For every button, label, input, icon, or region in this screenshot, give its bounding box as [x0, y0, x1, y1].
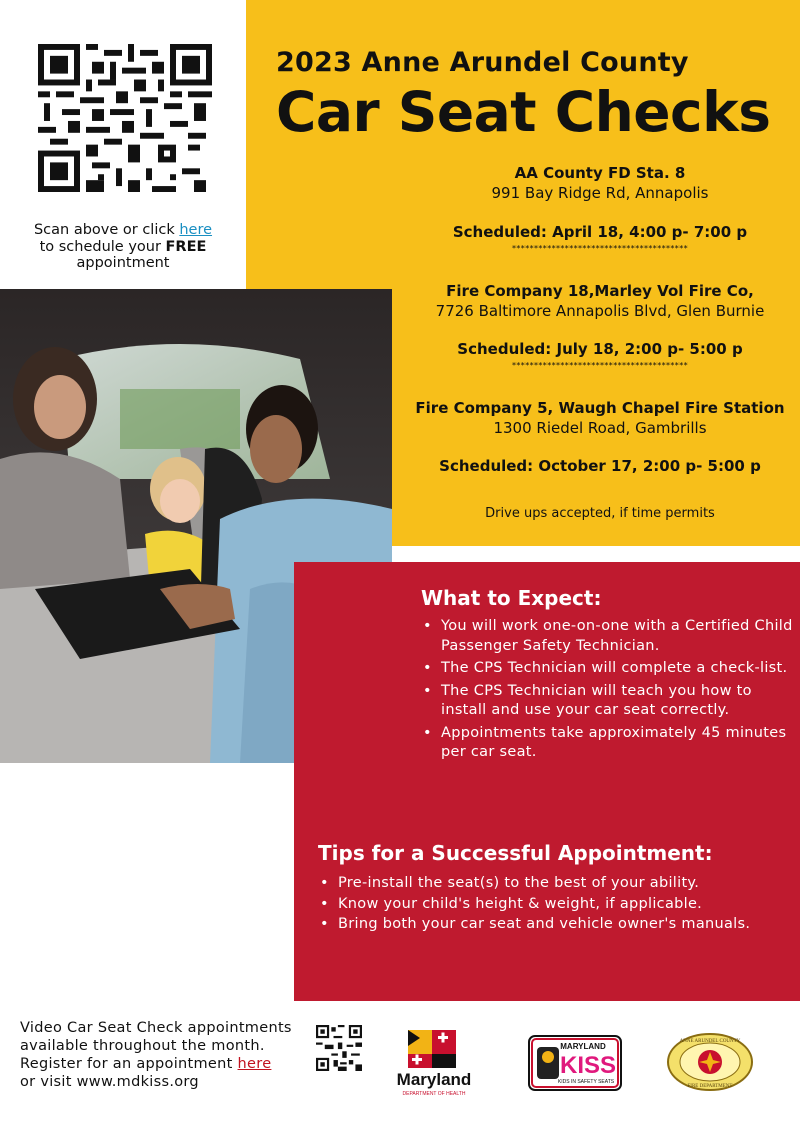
fire-department-logo	[667, 1033, 753, 1091]
fire-top-text: ANNE ARUNDEL COUNTY	[679, 1039, 741, 1044]
location-name: Fire Company 18,Marley Vol Fire Co,	[446, 282, 754, 300]
separator: ****************************************	[512, 361, 688, 370]
tips-list	[318, 874, 758, 938]
title-year-line: 2023 Anne Arundel County	[276, 47, 689, 78]
kiss-sub-text: KIDS IN SAFETY SEATS	[557, 1079, 615, 1085]
list-item: • The CPS Technician will complete a check-list.	[421, 659, 793, 679]
footer-line: Video Car Seat Check appointments	[20, 1020, 292, 1036]
location-name: Fire Company 5, Waugh Chapel Fire Station	[415, 399, 785, 417]
location-1	[400, 163, 800, 203]
separator: ****************************************	[512, 244, 688, 253]
register-link[interactable]: here	[237, 1056, 272, 1072]
location-name: AA County FD Sta. 8	[514, 164, 686, 182]
drive-ups-note: Drive ups accepted, if time permits	[485, 506, 715, 521]
list-item: • You will work one-on-one with a Certified Child Passenger Safety Technician.	[421, 617, 793, 656]
location-address: 1300 Riedel Road, Gambrills	[493, 419, 707, 437]
location-3	[400, 398, 800, 438]
qr-code-icon[interactable]	[38, 44, 212, 192]
location-schedule: Scheduled: July 18, 2:00 p- 5:00 p	[457, 340, 743, 358]
list-item: • Pre-install the seat(s) to the best of your ability.	[318, 874, 758, 894]
expect-heading: What to Expect:	[421, 586, 602, 610]
maryland-health-logo	[392, 1030, 476, 1098]
free-text: FREE	[165, 238, 207, 255]
expect-list	[421, 617, 793, 766]
list-item: • Bring both your car seat and vehicle owner's manuals.	[318, 915, 758, 935]
tips-heading: Tips for a Successful Appointment:	[318, 841, 713, 865]
maryland-wordmark: Maryland	[396, 1070, 472, 1089]
fire-bottom-text: FIRE DEPARTMENT	[687, 1084, 733, 1089]
location-schedule: Scheduled: April 18, 4:00 p- 7:00 p	[452, 223, 748, 241]
location-2	[400, 281, 800, 321]
list-item: • Appointments take approximately 45 minutes per car seat.	[421, 724, 793, 763]
scan-line3: appointment	[76, 255, 170, 271]
page-title: Car Seat Checks	[276, 80, 771, 144]
footer-line: Register for an appointment	[20, 1056, 238, 1072]
footer-line: or visit www.mdkiss.org	[20, 1074, 199, 1090]
location-schedule: Scheduled: October 17, 2:00 p- 5:00 p	[439, 457, 761, 475]
kiss-top-text: MARYLAND	[560, 1042, 606, 1051]
qr-code-small-icon[interactable]	[316, 1025, 362, 1071]
footer-line: available throughout the month.	[20, 1038, 265, 1054]
schedule-link[interactable]: here	[179, 222, 213, 238]
maryland-kiss-logo	[528, 1035, 622, 1091]
location-address: 991 Bay Ridge Rd, Annapolis	[491, 184, 709, 202]
scan-line2: to schedule your	[39, 238, 166, 255]
kiss-main-text: KISS	[559, 1052, 617, 1079]
location-address: 7726 Baltimore Annapolis Blvd, Glen Burnie	[435, 302, 765, 320]
video-check-text	[20, 1019, 320, 1091]
scan-instructions	[0, 222, 246, 272]
list-item: • The CPS Technician will teach you how to install and use your car seat correctly.	[421, 682, 793, 721]
maryland-subtitle: DEPARTMENT OF HEALTH	[402, 1091, 466, 1097]
scan-prefix: Scan above or click	[33, 222, 180, 238]
list-item: • Know your child's height & weight, if applicable.	[318, 895, 758, 915]
